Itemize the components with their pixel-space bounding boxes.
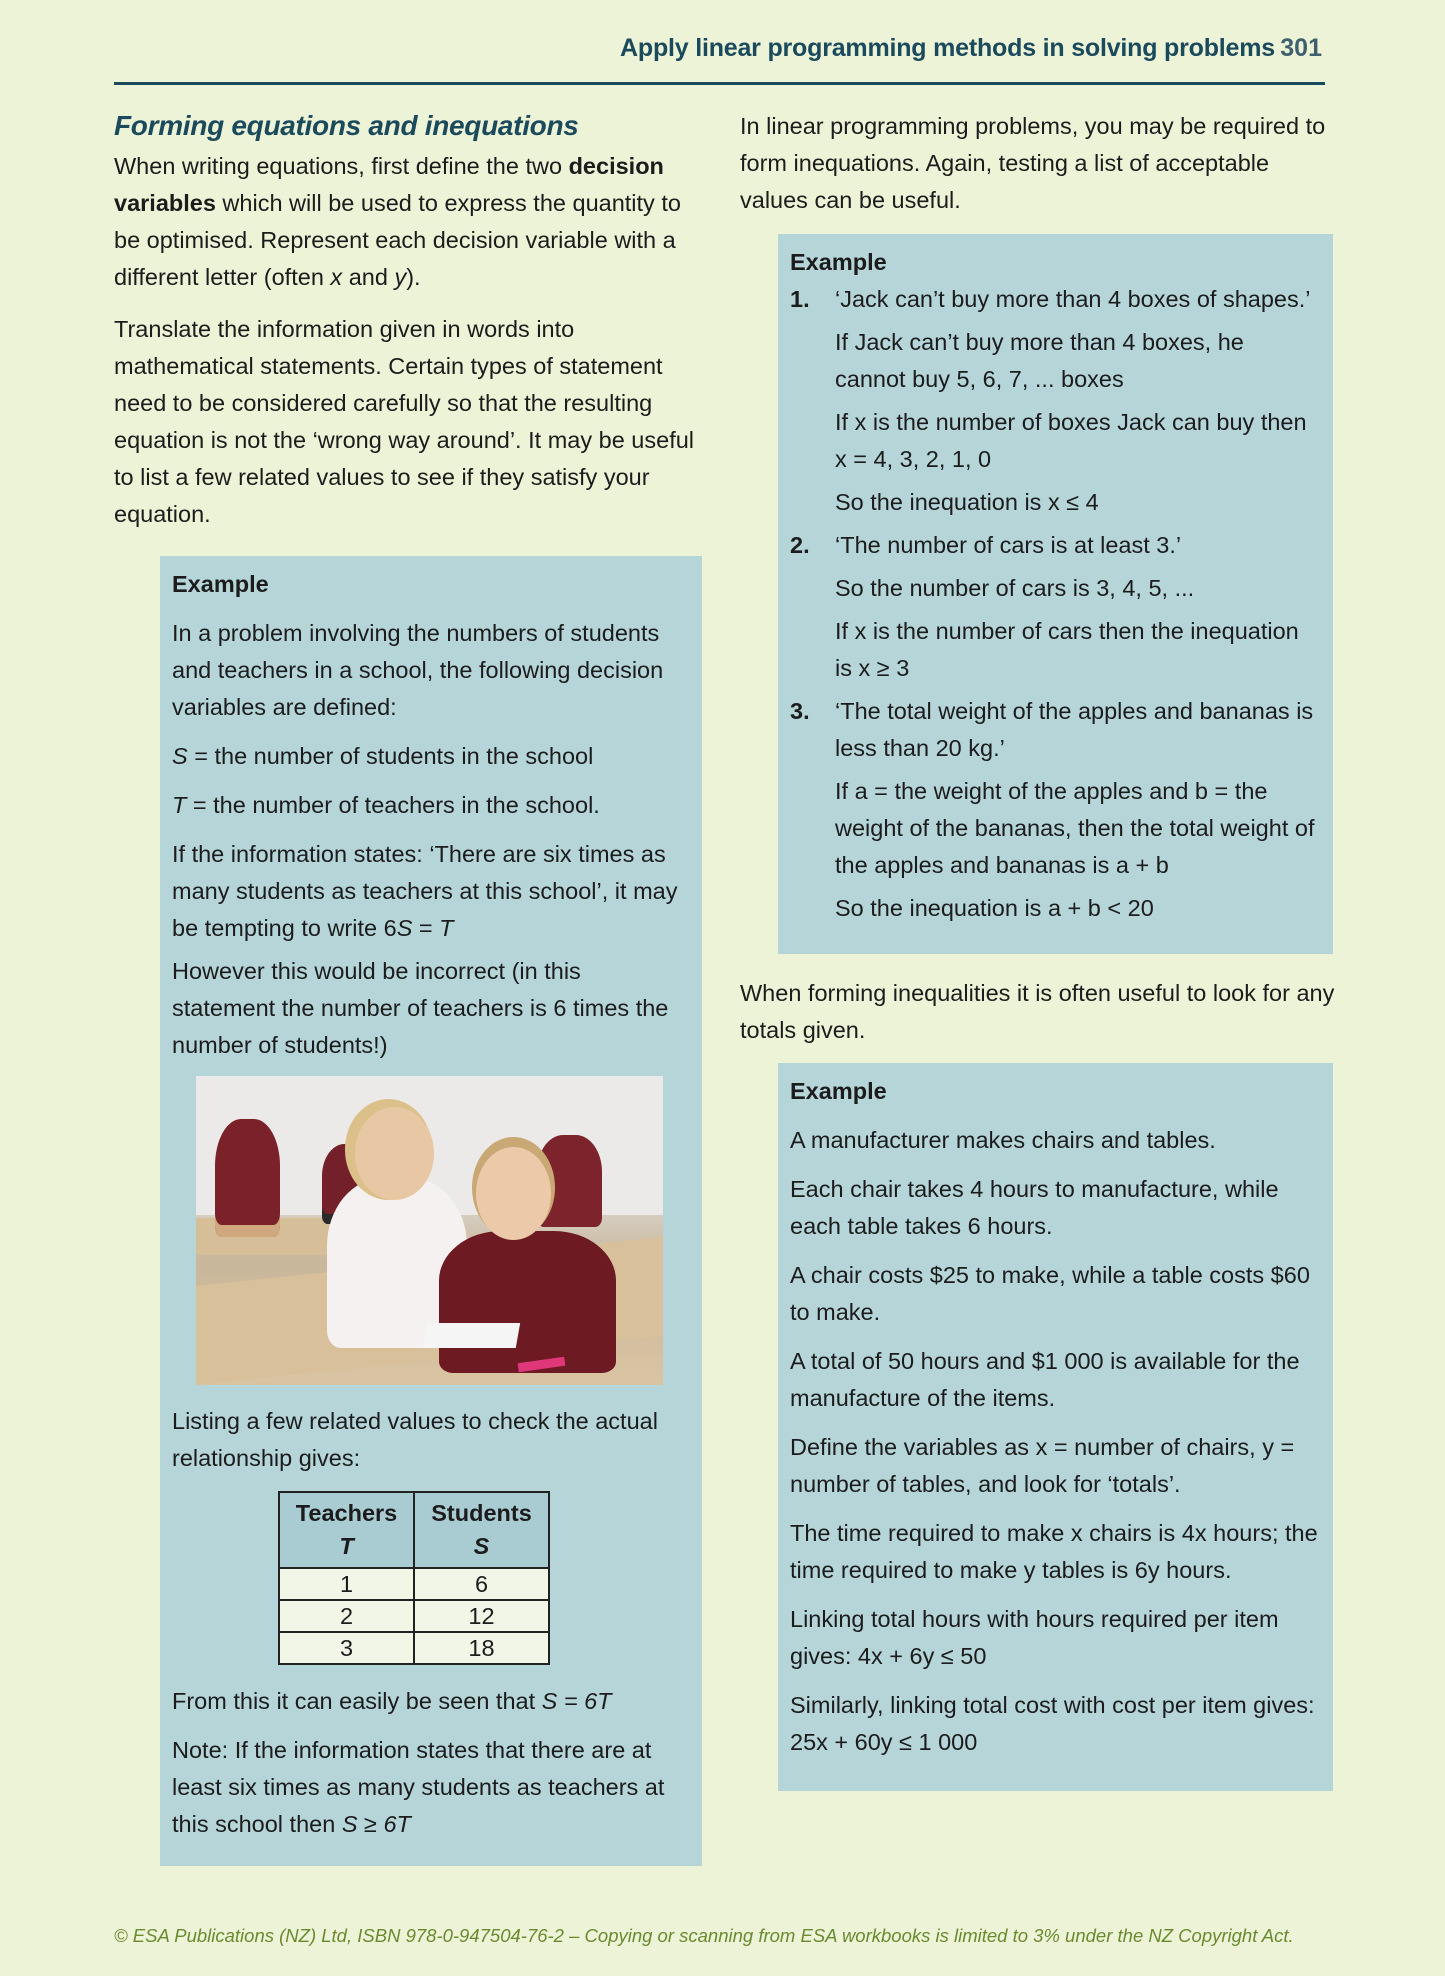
example-box-inequations <box>778 234 1333 954</box>
key-term-decision-variables: decision variables <box>114 153 664 216</box>
intro-text: and <box>342 264 395 290</box>
item-body <box>835 693 1319 933</box>
example-paragraph: Linking total hours with hours required per item gives: 4x + 6y ≤ 50 <box>790 1606 1279 1669</box>
item-line: ‘The total weight of the apples and bananas is less than 20 kg.’ <box>835 698 1314 761</box>
table-header-row <box>279 1492 549 1568</box>
running-header-title: Apply linear programming methods in solving problems <box>620 34 1275 62</box>
photo-boy-head <box>476 1147 551 1240</box>
item-line: If x is the number of cars then the inequation is x ≥ 3 <box>835 618 1299 681</box>
example-paragraph: The time required to make x chairs is 4x hours; the time required to make y tables is 6y hours. <box>790 1520 1318 1583</box>
page-number: 301 <box>1280 34 1322 62</box>
translate-paragraph: Translate the information given in words into mathematical statements. Certain types of statement need to be considered carefully so that the resulting equation is not the ‘wrong way around’. It may be useful to list a few related values to see if they satisfy your equation. <box>114 316 695 527</box>
table-row <box>279 1600 549 1632</box>
example-paragraph: A chair costs $25 to make, while a table costs $60 to make. <box>790 1262 1310 1325</box>
variable-s: S <box>396 915 413 941</box>
item-body <box>835 527 1319 693</box>
header-label: Students <box>431 1500 532 1526</box>
item-line: If x is the number of boxes Jack can buy then x = 4, 3, 2, 1, 0 <box>835 409 1307 472</box>
header-variable: T <box>339 1533 354 1559</box>
item-line: ‘The number of cars is at least 3.’ <box>835 532 1182 558</box>
table-row <box>279 1632 549 1664</box>
table-cell-teachers: 1 <box>279 1568 414 1600</box>
item-line: If a = the weight of the apples and b = the weight of the bananas, then the total weight of the apples and bananas is a + b <box>835 778 1315 878</box>
photo-paper <box>423 1323 521 1348</box>
item-line: ‘Jack can’t buy more than 4 boxes of shapes.’ <box>835 286 1311 312</box>
variable-y: y <box>394 264 407 290</box>
copyright-footer: © ESA Publications (NZ) Ltd, ISBN 978-0-947504-76-2 – Copying or scanning from ESA workbooks is limited to 3% under the NZ Copyright Act. <box>114 1925 1294 1946</box>
note-text <box>172 1732 688 1843</box>
example-paragraph: Define the variables as x = number of chairs, y = number of tables, and look for ‘totals’. <box>790 1434 1295 1497</box>
item-line: So the number of cars is 3, 4, 5, ... <box>835 575 1195 601</box>
section-heading: Forming equations and inequations <box>114 110 579 141</box>
variable-t: T <box>439 915 454 941</box>
listing-text: Listing a few related values to check the actual relationship gives: <box>172 1408 658 1471</box>
example-box-manufacturer <box>778 1063 1333 1791</box>
variable-s: S <box>172 743 188 769</box>
table-header-teachers <box>279 1492 414 1568</box>
intro-text: which will be used to express the quantity to be optimised. Represent each decision variable with a different letter (often <box>114 190 681 290</box>
intro-text: When writing equations, first define the two <box>114 153 569 179</box>
right-intro-paragraph: In linear programming problems, you may be required to form inequations. Again, testing a list of acceptable values can be useful. <box>740 113 1326 213</box>
example-paragraph: Similarly, linking total cost with cost per item gives: <box>790 1692 1315 1718</box>
example-title: Example <box>790 249 887 275</box>
conclusion-text <box>172 1683 688 1720</box>
statement-text: If the information states: ‘There are six times as many students as teachers at this school’, it may be tempting to write 6 <box>172 841 678 941</box>
example-item-3 <box>790 693 1319 933</box>
variable-t: T <box>172 792 187 818</box>
variable-x: x <box>330 264 343 290</box>
classroom-photo <box>196 1076 663 1385</box>
right-column <box>740 108 1335 234</box>
table-header-students <box>414 1492 549 1568</box>
photo-student <box>215 1119 280 1236</box>
left-column <box>114 108 704 548</box>
table-row <box>279 1568 549 1600</box>
definition-t <box>172 787 688 824</box>
example-item-2 <box>790 527 1319 693</box>
definition-s <box>172 738 688 775</box>
item-line: If Jack can’t buy more than 4 boxes, he cannot buy 5, 6, 7, ... boxes <box>835 329 1244 392</box>
definition-text: = the number of students in the school <box>187 743 594 769</box>
example-title: Example <box>790 1078 887 1104</box>
table-cell-students: 18 <box>414 1632 549 1664</box>
equation: S = 6T <box>541 1688 612 1714</box>
table-cell-teachers: 3 <box>279 1632 414 1664</box>
table-cell-students: 12 <box>414 1600 549 1632</box>
header-variable: S <box>473 1533 490 1559</box>
example-item-1 <box>790 281 1319 527</box>
totals-paragraph: When forming inequalities it is often useful to look for any totals given. <box>740 980 1335 1043</box>
example-text: In a problem involving the numbers of students and teachers in a school, the following decision variables are defined: <box>172 620 664 720</box>
table-cell-students: 6 <box>414 1568 549 1600</box>
incorrect-note: However this would be incorrect (in this statement the number of teachers is 6 times the number of students!) <box>172 958 669 1058</box>
header-divider <box>114 82 1325 85</box>
photo-boy <box>439 1231 616 1373</box>
example-paragraph: A manufacturer makes chairs and tables. <box>790 1127 1216 1153</box>
item-number: 1. <box>790 286 810 312</box>
item-body <box>835 281 1319 527</box>
table-cell-teachers: 2 <box>279 1600 414 1632</box>
header-label: Teachers <box>295 1500 398 1526</box>
tempting-statement <box>172 836 688 947</box>
note-label: Note: If the information states that there are at least six times as many students as teachers at this school then <box>172 1737 665 1837</box>
conclusion-label: From this it can easily be seen that <box>172 1688 542 1714</box>
item-number: 3. <box>790 698 810 724</box>
intro-paragraph <box>114 148 704 296</box>
inequation: S ≥ 6T <box>341 1811 411 1837</box>
intro-text: ). <box>406 264 421 290</box>
example-title: Example <box>172 571 269 597</box>
example-box-students-teachers <box>160 556 702 1866</box>
teachers-students-table <box>278 1491 550 1665</box>
item-line: So the inequation is a + b < 20 <box>835 895 1154 921</box>
item-number: 2. <box>790 532 810 558</box>
equals-sign: = <box>412 915 440 941</box>
item-line: So the inequation is x ≤ 4 <box>835 489 1099 515</box>
final-inequation: 25x + 60y ≤ 1 000 <box>790 1729 978 1755</box>
definition-text: = the number of teachers in the school. <box>186 792 600 818</box>
example-paragraph: A total of 50 hours and $1 000 is available for the manufacture of the items. <box>790 1348 1300 1411</box>
photo-teacher-head <box>355 1107 434 1200</box>
example-paragraph: Each chair takes 4 hours to manufacture, while each table takes 6 hours. <box>790 1176 1279 1239</box>
